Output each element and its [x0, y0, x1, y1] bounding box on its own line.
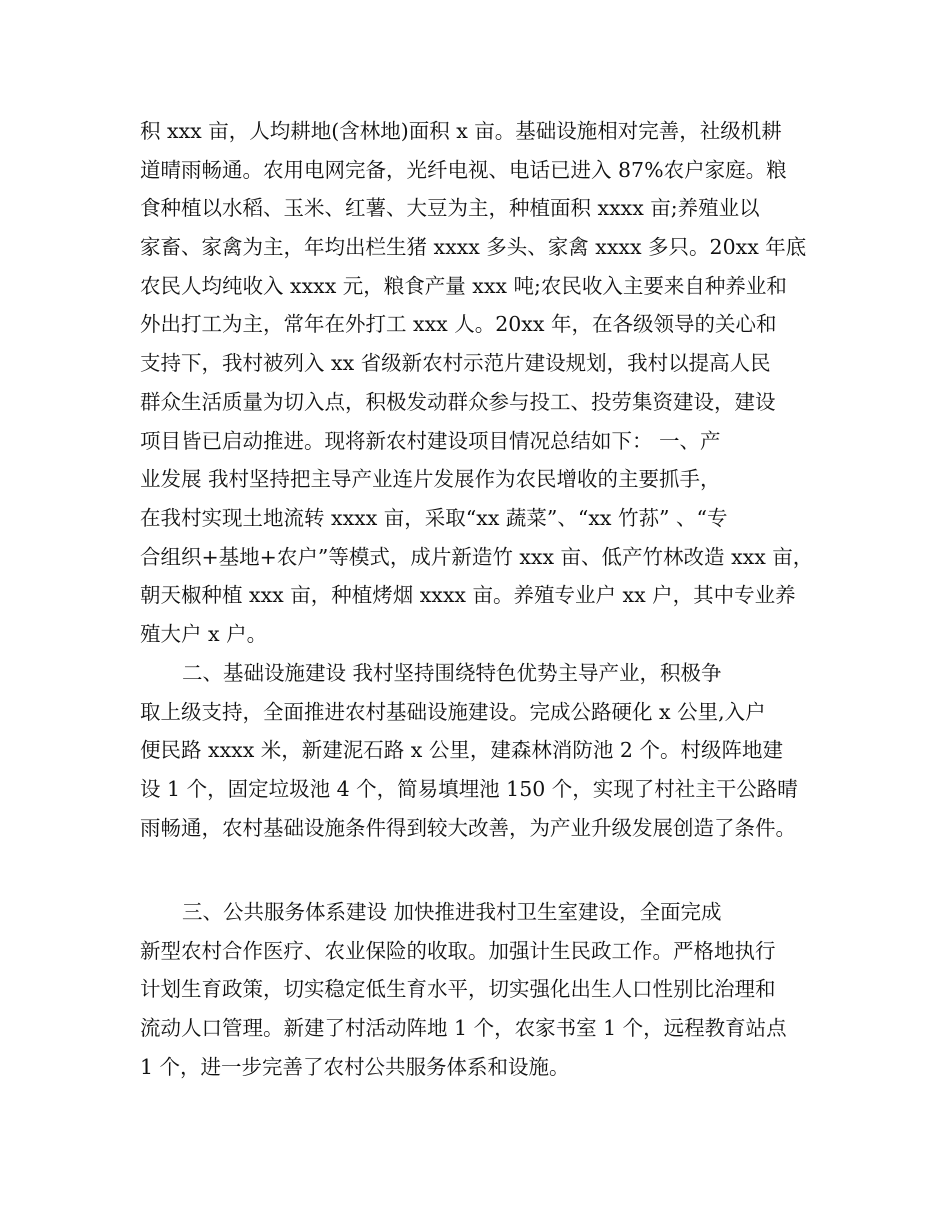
- text-line: 积 xxx 亩，人均耕地(含林地)面积 x 亩。基础设施相对完善，社级机耕: [140, 119, 782, 143]
- text-line: 殖大户 x 户。: [140, 621, 268, 646]
- text-line: 项目皆已启动推进。现将新农村建设项目情况总结如下： 一、产: [140, 428, 721, 453]
- paragraph-village-overview: [140, 112, 820, 654]
- text-line: 外出打工为主，常年在外打工 xxx 人。20xx 年，在各级领导的关心和: [140, 312, 777, 337]
- text-line: 1 个，进一步完善了农村公共服务体系和设施。: [140, 1054, 570, 1079]
- text-line: 家畜、家禽为主，年均出栏生猪 xxxx 多头、家禽 xxxx 多只。20xx 年底: [140, 235, 807, 260]
- text-line: 设 1 个，固定垃圾池 4 个，简易填埋池 150 个，实现了村社主干公路晴: [140, 777, 798, 802]
- section-heading-line: 二、基础设施建设 我村坚持围绕特色优势主导产业，积极争: [182, 661, 722, 685]
- text-line: 新型农村合作医疗、农业保险的收取。加强计生民政工作。严格地执行: [140, 938, 776, 963]
- text-line: 农民人均纯收入 xxxx 元，粮食产量 xxx 吨;农民收入主要来自种养业和: [140, 273, 787, 298]
- text-line: 便民路 xxxx 米，新建泥石路 x 公里，建森林消防池 2 个。村级阵地建: [140, 738, 783, 763]
- text-line: 合组织+基地+农户”等模式，成片新造竹 xxx 亩、低产竹林改造 xxx 亩，: [140, 544, 814, 569]
- text-line: 食种植以水稻、玉米、红薯、大豆为主，种植面积 xxxx 亩;养殖业以: [140, 196, 760, 221]
- text-line: 雨畅通，农村基础设施条件得到较大改善，为产业升级发展创造了条件。: [140, 815, 796, 840]
- text-line: 在我村实现土地流转 xxxx 亩，采取“xx 蔬菜”、“xx 竹荪” 、“专: [140, 505, 728, 530]
- text-line: 朝天椒种植 xxx 亩，种植烤烟 xxxx 亩。养殖专业户 xx 户，其中专业养: [140, 583, 796, 608]
- text-line: 群众生活质量为切入点，积极发动群众参与投工、投劳集资建设，建设: [140, 389, 776, 414]
- text-line: 业发展 我村坚持把主导产业连片发展作为农民增收的主要抓手，: [140, 467, 721, 492]
- text-line: 支持下，我村被列入 xx 省级新农村示范片建设规划，我村以提高人民: [140, 351, 771, 376]
- text-line: 取上级支持，全面推进农村基础设施建设。完成公路硬化 x 公里,入户: [140, 699, 766, 724]
- text-line: 道晴雨畅通。农用电网完备，光纤电视、电话已进入 87%农户家庭。粮: [140, 157, 787, 182]
- text-line: 计划生育政策，切实稳定低生育水平，切实强化出生人口性别比治理和: [140, 977, 776, 1002]
- text-line: 流动人口管理。新建了村活动阵地 1 个，农家书室 1 个，远程教育站点: [140, 1016, 787, 1041]
- paragraph-infrastructure: [140, 654, 820, 847]
- section-heading-line: 三、公共服务体系建设 加快推进我村卫生室建设，全面完成: [182, 900, 722, 924]
- paragraph-public-services: [140, 893, 820, 1086]
